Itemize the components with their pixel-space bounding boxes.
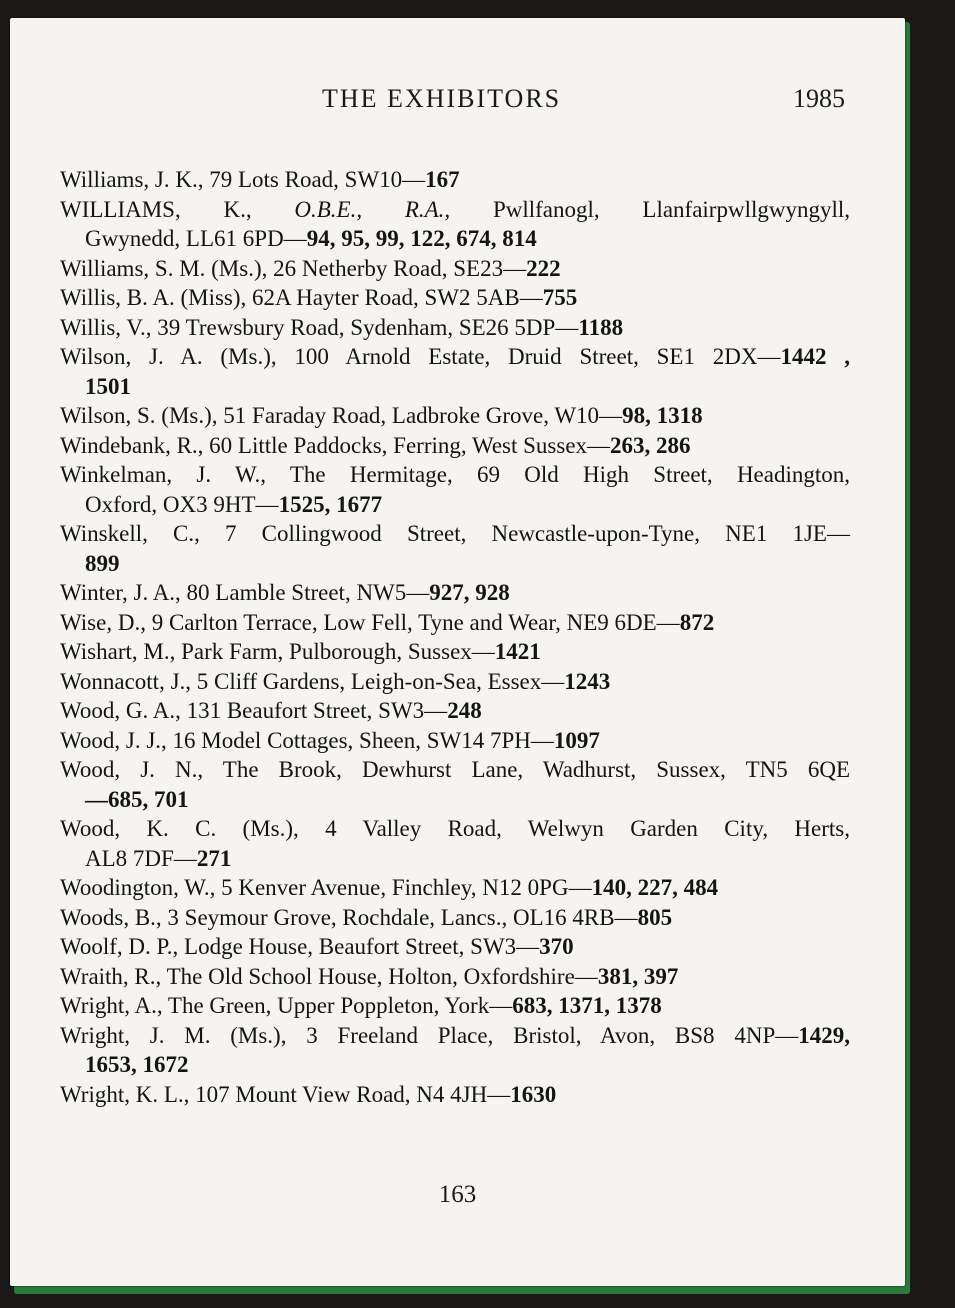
exhibitor-entry [60, 814, 850, 873]
entry-line [60, 903, 850, 933]
entry-line [60, 224, 850, 254]
entry-text: Winter, J. A., 80 Lamble Street, NW5— [60, 580, 430, 605]
catalogue-numbers: 94, 95, 99, 122, 674, 814 [306, 226, 537, 251]
entry-honours: O.B.E., R.A., [294, 196, 451, 222]
entry-text: Wilson, J. A. (Ms.), 100 Arnold Estate, Druid Street, SE1 2DX— [60, 344, 781, 369]
entry-line [60, 283, 850, 313]
exhibitor-entry [60, 755, 850, 814]
entry-text: Woolf, D. P., Lodge House, Beaufort Street, SW3— [60, 934, 540, 959]
entry-line [60, 431, 850, 461]
entry-line [60, 962, 850, 992]
entry-text: Williams, S. M. (Ms.), 26 Netherby Road, SE23— [60, 255, 527, 281]
entry-text: Windebank, R., 60 Little Paddocks, Ferring, West Sussex— [60, 432, 611, 458]
entry-text: Winskell, C., 7 Collingwood Street, Newcastle-upon-Tyne, NE1 1JE— [60, 521, 850, 546]
catalogue-numbers: 1442 , [780, 344, 850, 369]
exhibitor-entry [60, 608, 850, 638]
entry-line [60, 195, 850, 225]
exhibitor-entry [60, 254, 850, 284]
catalogue-numbers: 1429, [798, 1022, 850, 1048]
entry-line [60, 342, 850, 372]
entry-line [60, 696, 850, 726]
exhibitor-entry [60, 165, 850, 195]
exhibitor-entry [60, 401, 850, 431]
entry-line [60, 785, 850, 815]
entry-text: Willis, V., 39 Trewsbury Road, Sydenham, SE26 5DP— [60, 314, 579, 340]
catalogue-numbers: 1243 [564, 668, 611, 694]
exhibitor-entry [60, 726, 850, 756]
entry-line [60, 991, 850, 1021]
catalogue-numbers: 1188 [578, 314, 624, 340]
book-page [10, 18, 905, 1286]
entry-line [60, 460, 850, 490]
entry-text: Pwllfanogl, Llanfairpwllgwyngyll, [450, 196, 850, 222]
entry-text: Wright, J. M. (Ms.), 3 Freeland Place, Bristol, Avon, BS8 4NP— [60, 1022, 799, 1048]
entry-text: Wilson, S. (Ms.), 51 Faraday Road, Ladbroke Grove, W10— [60, 403, 623, 428]
entry-line [60, 932, 850, 962]
exhibitor-entry [60, 342, 850, 401]
entry-line [60, 755, 850, 785]
catalogue-numbers: 263, 286 [610, 432, 691, 458]
catalogue-numbers: 755 [542, 285, 578, 310]
entry-text: AL8 7DF— [85, 845, 197, 871]
catalogue-numbers: 98, 1318 [622, 403, 703, 428]
entry-line [60, 1080, 850, 1110]
entry-text: Oxford, OX3 9HT— [85, 491, 279, 517]
catalogue-numbers: —685, 701 [85, 786, 189, 812]
entry-text: Wood, J. N., The Brook, Dewhurst Lane, Wadhurst, Sussex, TN5 6QE [60, 757, 850, 782]
entry-name: WILLIAMS, K., [60, 196, 295, 222]
catalogue-numbers: 140, 227, 484 [591, 875, 719, 900]
catalogue-numbers: 381, 397 [597, 963, 679, 989]
catalogue-numbers: 1525, 1677 [278, 491, 383, 517]
exhibitor-entry [60, 696, 850, 726]
exhibitor-entry [60, 873, 850, 903]
entry-line [60, 372, 850, 402]
exhibitor-entry [60, 667, 850, 697]
entry-text: Willis, B. A. (Miss), 62A Hayter Road, SW2 5AB— [60, 285, 543, 310]
entry-line [60, 165, 850, 195]
running-head [10, 84, 855, 124]
entry-line [60, 1021, 850, 1051]
exhibitor-entry [60, 991, 850, 1021]
catalogue-numbers: 1421 [494, 639, 541, 664]
exhibitor-entry [60, 903, 850, 933]
exhibitor-entry [60, 932, 850, 962]
entry-text: Woodington, W., 5 Kenver Avenue, Finchley, N12 0PG— [60, 875, 592, 900]
exhibitor-entry [60, 195, 850, 254]
entry-text: Gwynedd, LL61 6PD— [85, 226, 307, 251]
entry-text: Wright, K. L., 107 Mount View Road, N4 4JH— [60, 1081, 511, 1107]
entry-text: Wonnacott, J., 5 Cliff Gardens, Leigh-on-Sea, Essex— [60, 668, 565, 694]
catalogue-numbers: 271 [196, 845, 232, 871]
exhibitor-entry [60, 1021, 850, 1080]
exhibitor-entry [60, 313, 850, 343]
entry-text: Wise, D., 9 Carlton Terrace, Low Fell, Tyne and Wear, NE9 6DE— [60, 609, 680, 635]
exhibitor-entry [60, 431, 850, 461]
catalogue-numbers: 167 [425, 167, 460, 192]
catalogue-numbers: 248 [447, 698, 482, 723]
exhibitor-entry [60, 519, 850, 578]
entry-text: Wright, A., The Green, Upper Poppleton, York— [60, 993, 513, 1018]
exhibitor-entry [60, 460, 850, 519]
entry-line [60, 578, 850, 608]
entry-text: Wood, K. C. (Ms.), 4 Valley Road, Welwyn Garden City, Herts, [60, 816, 850, 841]
exhibitor-entry [60, 1080, 850, 1110]
entry-line [60, 549, 850, 579]
entry-line [60, 667, 850, 697]
entry-line [60, 637, 850, 667]
page-year: 1985 [793, 84, 845, 113]
exhibitor-entry [60, 962, 850, 992]
entry-text: Woods, B., 3 Seymour Grove, Rochdale, Lancs., OL16 4RB— [60, 904, 638, 930]
entry-text: Wood, G. A., 131 Beaufort Street, SW3— [60, 698, 448, 723]
catalogue-numbers: 899 [85, 550, 120, 576]
exhibitor-entry [60, 283, 850, 313]
catalogue-numbers: 1630 [510, 1081, 557, 1107]
exhibitor-list [60, 165, 850, 1109]
catalogue-numbers: 222 [526, 255, 561, 281]
exhibitor-entry [60, 578, 850, 608]
catalogue-numbers: 872 [679, 609, 715, 635]
page-title: THE EXHIBITORS [322, 84, 562, 113]
entry-line [60, 401, 850, 431]
entry-line [60, 814, 850, 844]
catalogue-numbers: 683, 1371, 1378 [512, 993, 662, 1018]
entry-line [60, 1050, 850, 1080]
entry-text: Williams, J. K., 79 Lots Road, SW10— [60, 167, 426, 192]
entry-line [60, 608, 850, 638]
entry-text: Wood, J. J., 16 Model Cottages, Sheen, SW14 7PH— [60, 727, 554, 753]
entry-line [60, 313, 850, 343]
entry-line [60, 519, 850, 549]
entry-text: Wraith, R., The Old School House, Holton, Oxfordshire— [60, 963, 598, 989]
page-number: 163 [438, 1181, 477, 1208]
entry-line [60, 726, 850, 756]
entry-line [60, 254, 850, 284]
catalogue-numbers: 927, 928 [429, 580, 510, 605]
entry-line [60, 844, 850, 874]
catalogue-numbers: 370 [539, 934, 574, 959]
catalogue-numbers: 1097 [553, 727, 600, 753]
entry-line [60, 490, 850, 520]
catalogue-numbers: 1653, 1672 [85, 1052, 189, 1077]
catalogue-numbers: 1501 [85, 373, 131, 399]
entry-text: Wishart, M., Park Farm, Pulborough, Sussex— [60, 639, 495, 664]
catalogue-numbers: 805 [637, 904, 673, 930]
entry-line [60, 873, 850, 903]
entry-text: Winkelman, J. W., The Hermitage, 69 Old High Street, Headington, [60, 462, 850, 487]
exhibitor-entry [60, 637, 850, 667]
